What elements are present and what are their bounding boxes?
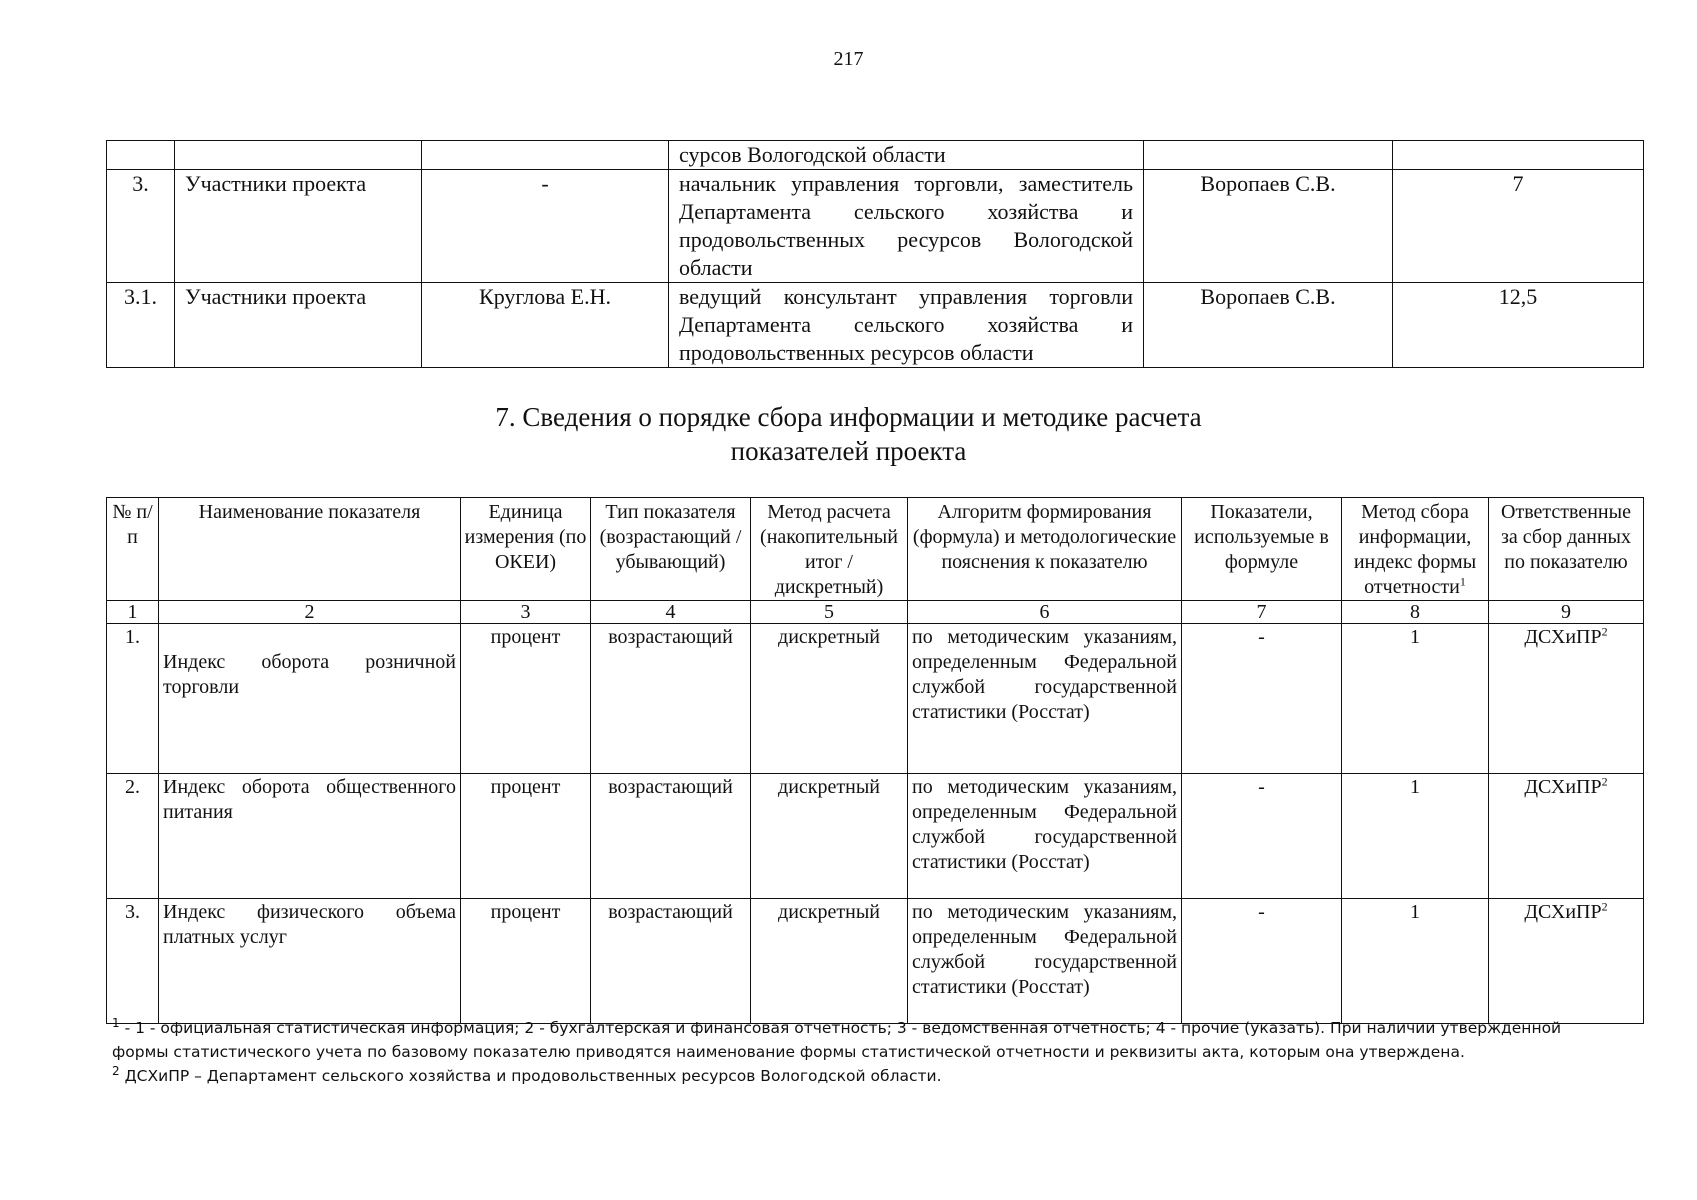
footnote-2-text: ДСХиПР – Департамент сельского хозяйства и продовольственных ресурсов Вологодской области. [119,1067,942,1085]
column-number: 2 [159,601,461,624]
footnotes [112,1016,1612,1088]
header-formula-indicators: Показатели, используемые в формуле [1182,498,1342,601]
indicator-row [107,774,1644,899]
section-title-line2: показателей проекта [730,436,967,466]
project-team-table [106,140,1644,368]
indicator-responsible [1489,899,1644,1024]
team-row-name: - [422,170,669,283]
indicator-number: 1. [107,624,159,774]
indicator-unit: процент [461,899,591,1024]
column-number: 8 [1342,601,1489,624]
footnote-ref: 2 [1601,899,1608,914]
header-row [107,498,1644,601]
header-name: Наименование показателя [159,498,461,601]
column-number-row [107,601,1644,624]
footnote-ref: 2 [1601,774,1608,789]
footnote-ref: 2 [1601,624,1608,639]
indicator-number: 2. [107,774,159,899]
column-number: 6 [908,601,1182,624]
indicator-method: дискретный [751,774,908,899]
team-row-position: ведущий консультант управления торговли Департамента сельского хозяйства и продовольственных ресурсов области [669,283,1144,368]
indicator-responsible [1489,624,1644,774]
header-num: № п/п [107,498,159,601]
section-title [0,400,1697,468]
footnote-ref: 1 [1459,574,1466,589]
header-algorithm: Алгоритм формирования (формула) и методологические пояснения к показателю [908,498,1182,601]
team-row [107,141,1644,170]
team-row-name: Круглова Е.Н. [422,283,669,368]
team-row [107,283,1644,368]
header-unit: Единица измерения (по ОКЕИ) [461,498,591,601]
indicator-collection-method: 1 [1342,624,1489,774]
team-row-share [1393,141,1644,170]
team-row-share: 12,5 [1393,283,1644,368]
team-row-role [175,141,422,170]
indicator-algorithm: по методическим указаниям, определенным Федеральной службой государственной статистики (Росстат) [908,774,1182,899]
indicator-algorithm: по методическим указаниям, определенным Федеральной службой государственной статистики (Росстат) [908,899,1182,1024]
footnote-2 [112,1064,1612,1088]
team-row-supervisor: Воропаев С.В. [1144,170,1393,283]
team-table-body [107,141,1644,368]
team-row-name [422,141,669,170]
indicator-type: возрастающий [591,899,751,1024]
header-type: Тип показателя (возрастающий / убывающий) [591,498,751,601]
indicator-collection-method: 1 [1342,899,1489,1024]
header-responsible: Ответственные за сбор данных по показателю [1489,498,1644,601]
indicator-name: Индекс оборота общественного питания [159,774,461,899]
team-row-supervisor: Воропаев С.В. [1144,283,1393,368]
indicator-collection-method: 1 [1342,774,1489,899]
indicator-unit: процент [461,624,591,774]
team-row-position: начальник управления торговли, заместитель Департамента сельского хозяйства и продовольственных ресурсов Вологодской области [669,170,1144,283]
team-row-number: 3.1. [107,283,175,368]
team-row [107,170,1644,283]
indicator-method: дискретный [751,624,908,774]
column-number: 3 [461,601,591,624]
indicator-responsible [1489,774,1644,899]
indicator-unit: процент [461,774,591,899]
indicator-method: дискретный [751,899,908,1024]
indicator-type: возрастающий [591,624,751,774]
indicator-number: 3. [107,899,159,1024]
indicator-type: возрастающий [591,774,751,899]
responsible-text: ДСХиПР [1524,626,1602,648]
page-number: 217 [833,48,864,70]
footnote-1-text: - 1 - официальная статистическая информация; 2 - бухгалтерская и финансовая отчетность; 3 - ведомственная отчетность; 4 - прочие (указать). При наличии утвержденной формы статистического учета по базовому показателю приводятся наименование формы статистической отчетности и реквизиты акта, которым она утверждена. [112,1019,1562,1061]
section-title-line1: 7. Сведения о порядке сбора информации и методике расчета [495,402,1202,432]
indicator-algorithm: по методическим указаниям, определенным Федеральной службой государственной статистики (Росстат) [908,624,1182,774]
footnote-1 [112,1016,1612,1064]
column-number: 4 [591,601,751,624]
team-row-role: Участники проекта [175,283,422,368]
indicator-formula-indicators: - [1182,624,1342,774]
team-row-number: 3. [107,170,175,283]
team-row-supervisor [1144,141,1393,170]
responsible-text: ДСХиПР [1524,901,1602,923]
header-collection [1342,498,1489,601]
column-number: 5 [751,601,908,624]
footnote-1-mark: 1 [112,1015,120,1030]
team-row-number [107,141,175,170]
team-row-share: 7 [1393,170,1644,283]
indicator-row [107,624,1644,774]
header-method: Метод расчета (накопительный итог / дискретный) [751,498,908,601]
indicator-name: Индекс оборота розничной торговли [159,624,461,774]
column-number: 7 [1182,601,1342,624]
indicator-row [107,899,1644,1024]
responsible-text: ДСХиПР [1524,776,1602,798]
indicators-table-body [107,601,1644,1024]
indicator-formula-indicators: - [1182,899,1342,1024]
team-row-role: Участники проекта [175,170,422,283]
indicator-formula-indicators: - [1182,774,1342,899]
indicators-table [106,497,1644,1024]
indicator-name: Индекс физического объема платных услуг [159,899,461,1024]
column-number: 9 [1489,601,1644,624]
header-collection-text: Метод сбора информации, индекс формы отчетности [1353,501,1477,598]
footnote-2-mark: 2 [112,1063,120,1078]
team-row-position: сурсов Вологодской области [669,141,1144,170]
column-number: 1 [107,601,159,624]
